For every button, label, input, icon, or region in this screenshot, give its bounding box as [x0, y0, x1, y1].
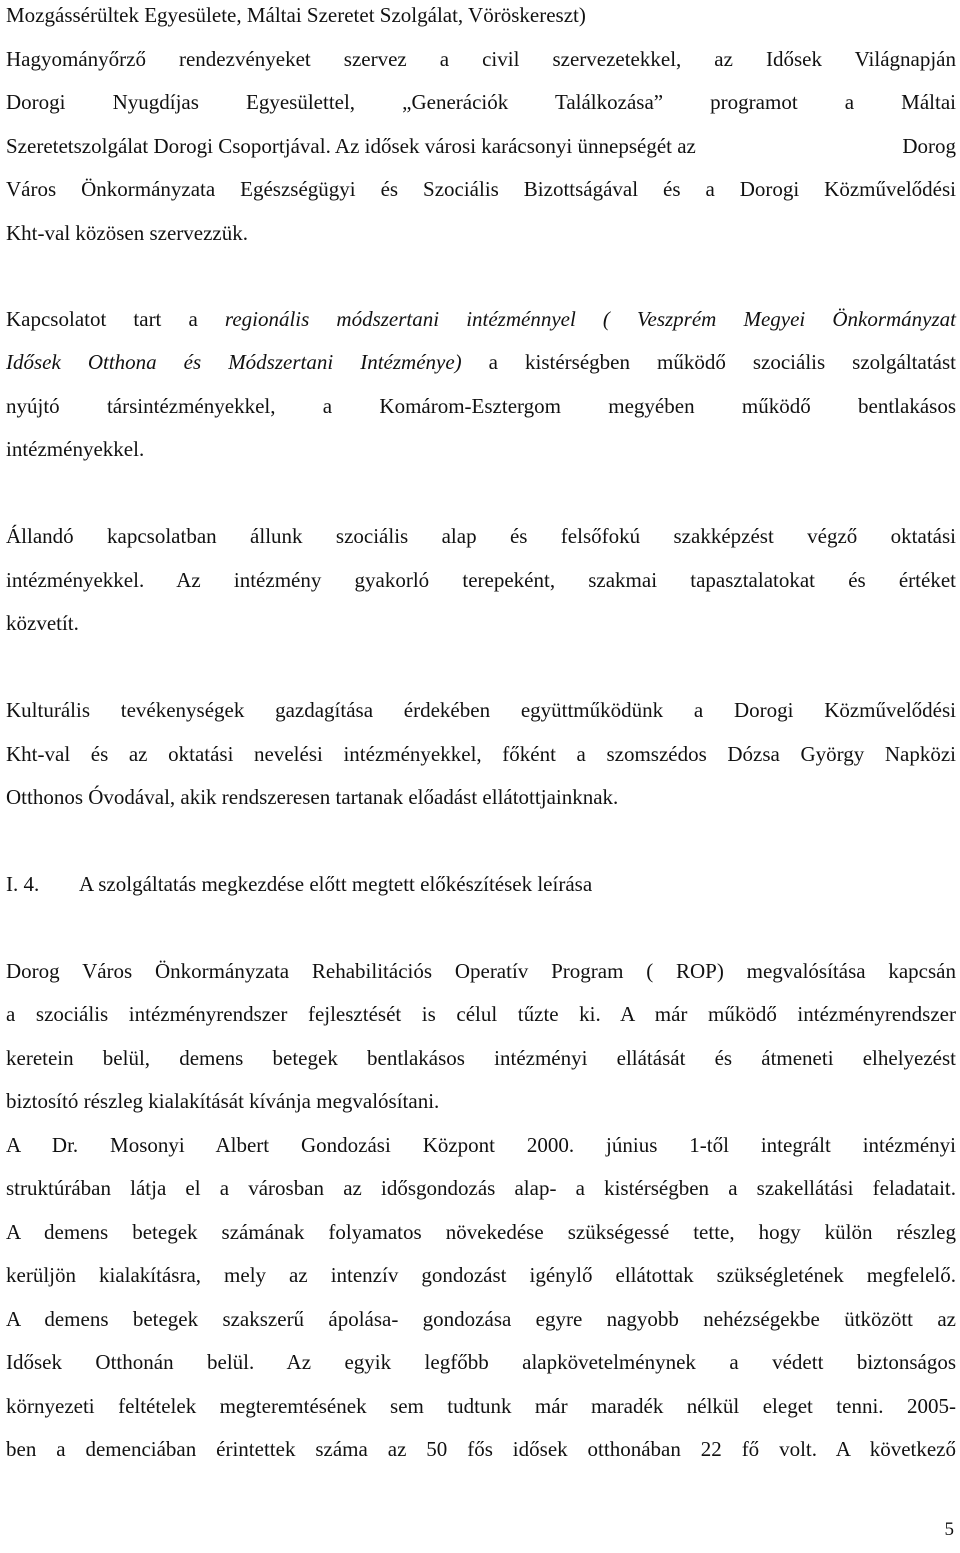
text-line: nyújtó társintézményekkel, a Komárom-Esztergom megyében működő bentlakásos [6, 394, 956, 418]
text-segment: Dorog [902, 134, 956, 158]
text-line: Idősek Otthonán belül. Az egyik legfőbb alapkövetelménynek a védett biztonságos [6, 1350, 956, 1374]
text-line [6, 133, 956, 159]
text-line: Dorog Város Önkormányzata Rehabilitációs Operatív Program ( ROP) megvalósítása kapcsán [6, 959, 956, 983]
text-line [6, 306, 956, 332]
text-line: keretein belül, demens betegek bentlakásos intézményi ellátását és átmeneti elhelyezést [6, 1046, 956, 1070]
text-line: A demens betegek számának folyamatos növekedése szükségessé tette, hogy külön részleg [6, 1220, 956, 1244]
text-line: intézményekkel. [6, 437, 145, 461]
text-line: Város Önkormányzata Egészségügyi és Szociális Bizottságával és a Dorogi Közművelődési [6, 177, 956, 201]
text-line: ben a demenciában érintettek száma az 50 fős idősek otthonában 22 fő volt. A következő [6, 1437, 956, 1461]
text-line: Mozgássérültek Egyesülete, Máltai Szeretet Szolgálat, Vöröskereszt) [6, 3, 586, 27]
text-line: kerüljön kialakításra, mely az intenzív gondozást igénylő ellátottak szükségletének megfelelő. [6, 1263, 956, 1287]
section-number: I. 4. [6, 872, 40, 896]
section-heading [6, 871, 956, 897]
text-line: Hagyományőrző rendezvényeket szervez a civil szervezetekkel, az Idősek Világnapján [6, 47, 956, 71]
text-line: Állandó kapcsolatban állunk szociális alap és felsőfokú szakképzést végző oktatási [6, 524, 956, 548]
italic-text-segment: regionális módszertani intézménnyel ( Veszprém Megyei Önkormányzat [224, 307, 956, 331]
text-line: Kht-val és az oktatási nevelési intézményekkel, főként a szomszédos Dózsa György Napközi [6, 742, 956, 766]
text-line: struktúrában látja el a városban az idősgondozás alap- a kistérségben a szakellátási feladatait. [6, 1176, 956, 1200]
page-number: 5 [944, 1519, 954, 1540]
text-line: környezeti feltételek megteremtésének sem tudtunk már maradék nélkül eleget tenni. 2005- [6, 1394, 956, 1418]
text-line: Kulturális tevékenységek gazdagítása érdekében együttműködünk a Dorogi Közművelődési [6, 698, 956, 722]
text-segment: a kistérségben működő szociális szolgáltatást [461, 350, 956, 374]
section-title: A szolgáltatás megkezdése előtt megtett előkészítések leírása [79, 872, 593, 896]
text-line: biztosító részleg kialakítását kívánja megvalósítani. [6, 1089, 440, 1113]
text-segment: Kapcsolatot tart a [6, 307, 225, 331]
text-line: A Dr. Mosonyi Albert Gondozási Központ 2000. június 1-től integrált intézményi [6, 1133, 956, 1157]
text-segment: Szeretetszolgálat Dorogi Csoportjával. Az idősek városi karácsonyi ünnepségét az [6, 134, 696, 158]
italic-text-segment: Idősek Otthona és Módszertani Intézménye) [6, 350, 462, 374]
text-line: közvetít. [6, 611, 79, 635]
text-line: Dorogi Nyugdíjas Egyesülettel, „Generációk Találkozása” programot a Máltai [6, 90, 956, 114]
text-line: Otthonos Óvodával, akik rendszeresen tartanak előadást ellátottjainknak. [6, 785, 619, 809]
text-line: Kht-val közösen szervezzük. [6, 221, 248, 245]
text-line [6, 349, 956, 375]
text-line: a szociális intézményrendszer fejlesztését is célul tűzte ki. A már működő intézményrendszer [6, 1002, 956, 1026]
text-line: intézményekkel. Az intézmény gyakorló terepeként, szakmai tapasztalatokat és értéket [6, 568, 956, 592]
text-line: A demens betegek szakszerű ápolása- gondozása egyre nagyobb nehézségekbe ütközött az [6, 1307, 956, 1331]
